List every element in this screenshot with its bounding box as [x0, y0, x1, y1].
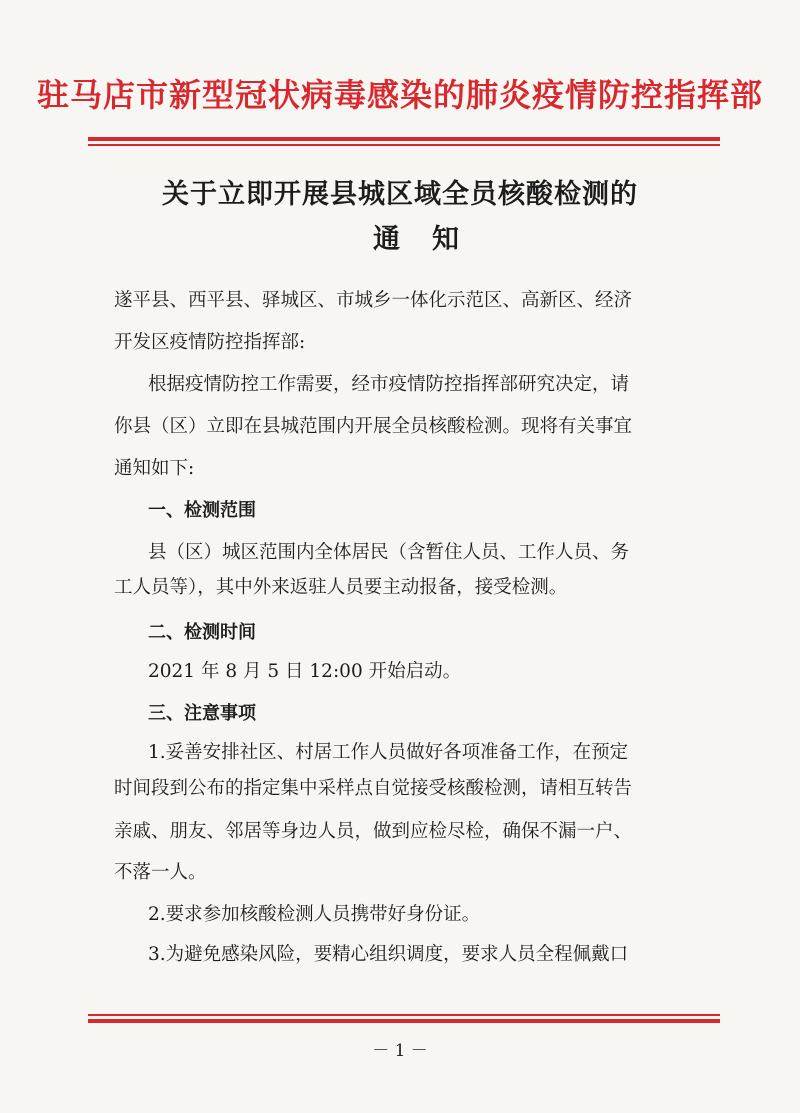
notice-title: 关于立即开展县城区域全员核酸检测的 — [162, 179, 638, 210]
scope-line-2: 工人员等），其中外来返驻人员要主动报备，接受检测。 — [114, 577, 568, 598]
time-line-1: 2021 年 8 月 5 日 12:00 开始启动。 — [148, 661, 462, 682]
intro-line-3: 通知如下: — [114, 458, 195, 479]
section-heading-notes: 三、注意事项 — [148, 703, 256, 724]
intro-line-2: 你县（区）立即在县城范围内开展全员核酸检测。现将有关事宜 — [114, 416, 633, 437]
header-red-rule — [88, 137, 720, 146]
notes-item-1-line-3: 亲戚、朋友、邻居等身边人员，做到应检尽检，确保不漏一户、 — [114, 821, 633, 842]
notes-item-2: 2.要求参加核酸检测人员携带好身份证。 — [148, 904, 481, 925]
scope-line-1: 县（区）城区范围内全体居民（含暂住人员、工作人员、务 — [148, 542, 630, 563]
footer-red-rule — [88, 1014, 720, 1023]
organization-header: 驻马店市新型冠状病毒感染的肺炎疫情防控指挥部 — [36, 76, 763, 114]
section-heading-scope: 一、检测范围 — [148, 500, 256, 521]
page-number: － 1 － — [372, 1041, 428, 1061]
notes-item-3: 3.为避免感染风险，要精心组织调度，要求人员全程佩戴口 — [148, 944, 629, 965]
notes-item-1-line-4: 不落一人。 — [114, 862, 207, 883]
recipients-line-1: 遂平县、西平县、驿城区、市城乡一体化示范区、高新区、经济 — [114, 290, 633, 311]
section-heading-time: 二、检测时间 — [148, 622, 256, 643]
notes-item-1-line-1: 1.妥善安排社区、村居工作人员做好各项准备工作，在预定 — [148, 742, 629, 763]
intro-line-1: 根据疫情防控工作需要，经市疫情防控指挥部研究决定，请 — [148, 374, 630, 395]
notes-item-1-line-2: 时间段到公布的指定集中采样点自觉接受核酸检测，请相互转告 — [114, 778, 633, 799]
notice-title-suffix: 通知 — [373, 224, 491, 255]
recipients-line-2: 开发区疫情防控指挥部: — [114, 332, 306, 353]
